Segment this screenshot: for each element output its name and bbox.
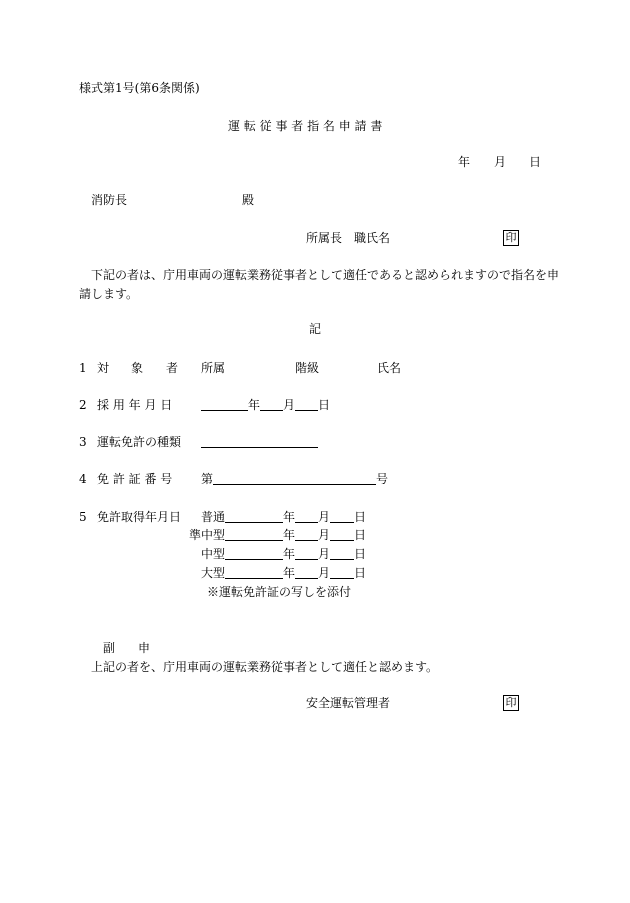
item2-year-label: 年: [248, 398, 261, 412]
item2-month-label: 月: [283, 398, 296, 412]
item5-row-year-blank: [225, 559, 283, 560]
item5-row-month-label: 月: [318, 528, 331, 542]
item5-row-year-label: 年: [283, 528, 296, 542]
item5-row-month-label: 月: [318, 566, 331, 580]
item2-day-blank: [295, 410, 318, 411]
item5-row-day-blank: [330, 559, 354, 560]
date-year-label: 年: [458, 155, 471, 169]
fukushin-heading-char2: 申: [138, 641, 151, 655]
item2-year-blank: [201, 410, 248, 411]
item5-row-month-blank: [295, 578, 318, 579]
item5-row-month-label: 月: [318, 510, 331, 524]
fukushin-signer-label: 安全運転管理者: [306, 696, 391, 710]
item5-row-type: 準中型: [189, 528, 226, 542]
item2-day-label: 日: [318, 398, 331, 412]
item3-number: 3: [79, 435, 87, 449]
item5-row-year-blank: [225, 540, 283, 541]
item5-row-day-label: 日: [354, 528, 367, 542]
fukushin-heading-char1: 副: [103, 641, 116, 655]
item1-field-name: 氏名: [377, 361, 402, 375]
seal-stamp-manager: 印: [503, 695, 519, 711]
fukushin-text: 上記の者を、庁用車両の運転業務従事者として適任と認めます。: [91, 660, 439, 674]
item5-label: 免許取得年月日: [97, 510, 182, 524]
item3-license-type-blank: [201, 447, 318, 448]
date-month-label: 月: [494, 155, 507, 169]
item4-label: 免 許 証 番 号: [97, 472, 173, 486]
item5-row-type: 大型: [201, 566, 226, 580]
item5-row-day-blank: [330, 540, 354, 541]
item3-label: 運転免許の種類: [97, 435, 182, 449]
item5-row-year-label: 年: [283, 566, 296, 580]
item5-row-day-label: 日: [354, 566, 367, 580]
item4-license-number-blank: [213, 484, 376, 485]
item1-field-affiliation: 所属: [201, 361, 226, 375]
item2-month-blank: [260, 410, 283, 411]
item4-number: 4: [79, 472, 87, 486]
item5-row-day-label: 日: [354, 510, 367, 524]
item4-suffix: 号: [376, 472, 389, 486]
item1-label-char1: 対: [97, 361, 110, 375]
item1-label-char2: 象: [131, 361, 144, 375]
body-text-line1: 下記の者は、庁用車両の運転業務従事者として適任であると認められますので指名を申: [91, 268, 560, 282]
item5-row-year-blank: [225, 522, 283, 523]
item5-number: 5: [79, 510, 87, 524]
item5-row-month-blank: [295, 559, 318, 560]
item5-row-year-label: 年: [283, 510, 296, 524]
item5-row-month-blank: [295, 522, 318, 523]
item5-row-month-blank: [295, 540, 318, 541]
item5-row-day-label: 日: [354, 547, 367, 561]
date-day-label: 日: [529, 155, 542, 169]
addressee-honorific: 殿: [242, 193, 255, 207]
item5-row-year-blank: [225, 578, 283, 579]
item5-row-month-label: 月: [318, 547, 331, 561]
body-text-line2: 請します。: [79, 287, 139, 301]
document-title: 運 転 従 事 者 指 名 申 請 書: [228, 119, 383, 133]
item1-number: 1: [79, 361, 87, 375]
item5-row-type: 普通: [201, 510, 226, 524]
item5-row-day-blank: [330, 578, 354, 579]
item5-note: ※運転免許証の写しを添付: [207, 585, 352, 599]
form-id: 様式第1号(第6条関係): [79, 81, 200, 95]
seal-stamp-applicant: 印: [503, 230, 519, 246]
item5-row-year-label: 年: [283, 547, 296, 561]
item1-label-char3: 者: [166, 361, 179, 375]
item5-row-type: 中型: [201, 547, 226, 561]
item4-prefix: 第: [201, 472, 214, 486]
item2-number: 2: [79, 398, 87, 412]
item1-field-rank: 階級: [295, 361, 320, 375]
item5-row-day-blank: [330, 522, 354, 523]
ki-heading: 記: [309, 322, 322, 336]
applicant-label: 所属長 職氏名: [306, 231, 391, 245]
addressee-prefix: 消防長: [91, 193, 128, 207]
item2-label: 採 用 年 月 日: [97, 398, 173, 412]
